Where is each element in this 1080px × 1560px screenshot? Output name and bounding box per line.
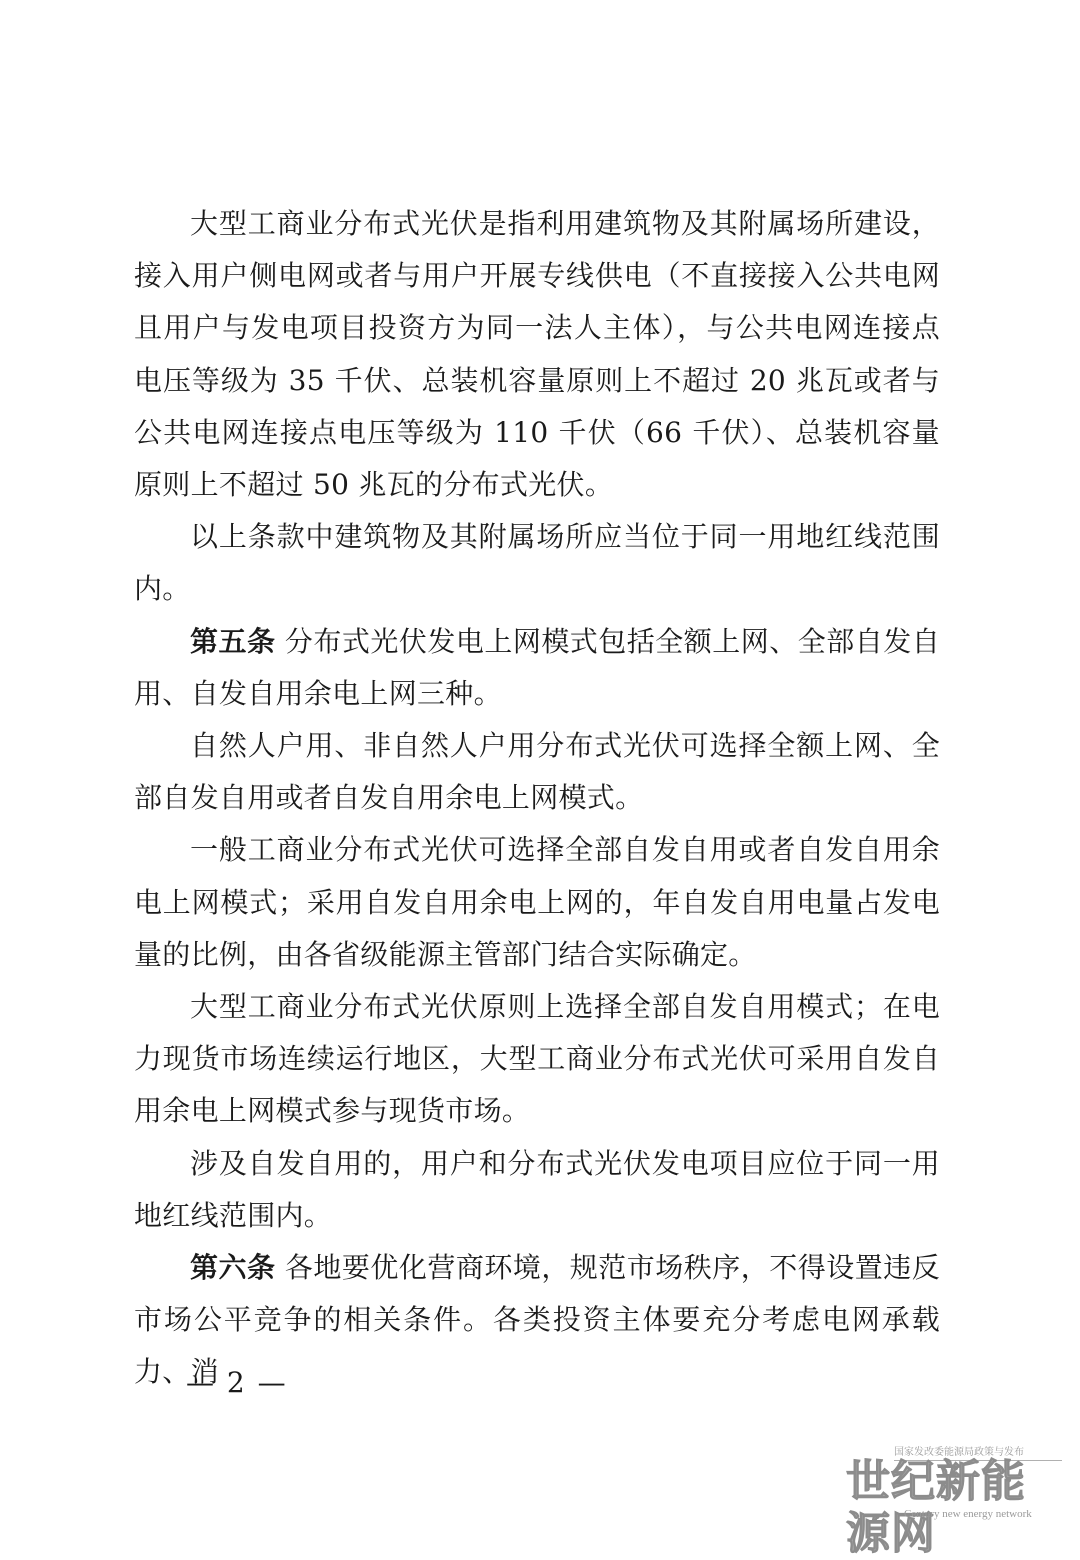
paragraph-text: 分布式光伏发电上网模式包括全额上网、全部自发自用、自发自用余电上网三种。 bbox=[134, 624, 941, 710]
paragraph-text: 自然人户用、非自然人户用分布式光伏可选择全额上网、全部自发自用或者自发自用余电上网模式。 bbox=[134, 729, 940, 815]
watermark-top-text: 国家发改委能源局政策与发布 bbox=[894, 1446, 1062, 1461]
watermark-logo bbox=[846, 1446, 1068, 1559]
paragraph-text: 一般工商业分布式光伏可选择全部自发自用或者自发自用余电上网模式；采用自发自用余电上网的，年自发自用电量占发电量的比例，由各省级能源主管部门结合实际确定。 bbox=[134, 833, 940, 971]
watermark-sub-text: Century new energy network bbox=[904, 1508, 1032, 1520]
paragraph-text: 大型工商业分布式光伏是指利用建筑物及其附属场所建设，接入用户侧电网或者与用户开展专线供电（不直接接入公共电网且用户与发电项目投资方为同一法人主体），与公共电网连接点电压等级为 35 千伏、总装机容量原则上不超过 20 兆瓦或者与公共电网连接点电压等级为 110 千伏（66 千伏）、总装机容量原则上不超过 50 兆瓦的分布式光伏。 bbox=[134, 207, 940, 502]
paragraph bbox=[134, 616, 940, 720]
paragraph-text: 大型工商业分布式光伏原则上选择全部自发自用模式；在电力现货市场连续运行地区，大型工商业分布式光伏可采用自发自用余电上网模式参与现货市场。 bbox=[134, 990, 940, 1128]
article-title: 第六条 bbox=[190, 1251, 276, 1285]
paragraph-text: 各地要优化营商环境，规范市场秩序，不得设置违反市场公平竞争的相关条件。各类投资主体要充分考虑电网承载力、消 bbox=[134, 1251, 941, 1389]
page-number: — 2 — bbox=[186, 1366, 288, 1399]
paragraph bbox=[134, 198, 940, 511]
document-body bbox=[134, 198, 940, 1399]
paragraph bbox=[134, 981, 940, 1138]
watermark-main-text: 世纪新能源网 bbox=[846, 1456, 1026, 1559]
paragraph bbox=[134, 1138, 940, 1242]
paragraph bbox=[134, 824, 940, 981]
paragraph-text: 涉及自发自用的，用户和分布式光伏发电项目应位于同一用地红线范围内。 bbox=[134, 1146, 940, 1232]
paragraph bbox=[134, 511, 940, 615]
paragraph-text: 以上条款中建筑物及其附属场所应当位于同一用地红线范围内。 bbox=[134, 520, 940, 606]
article-title: 第五条 bbox=[190, 624, 276, 658]
paragraph bbox=[134, 720, 940, 824]
